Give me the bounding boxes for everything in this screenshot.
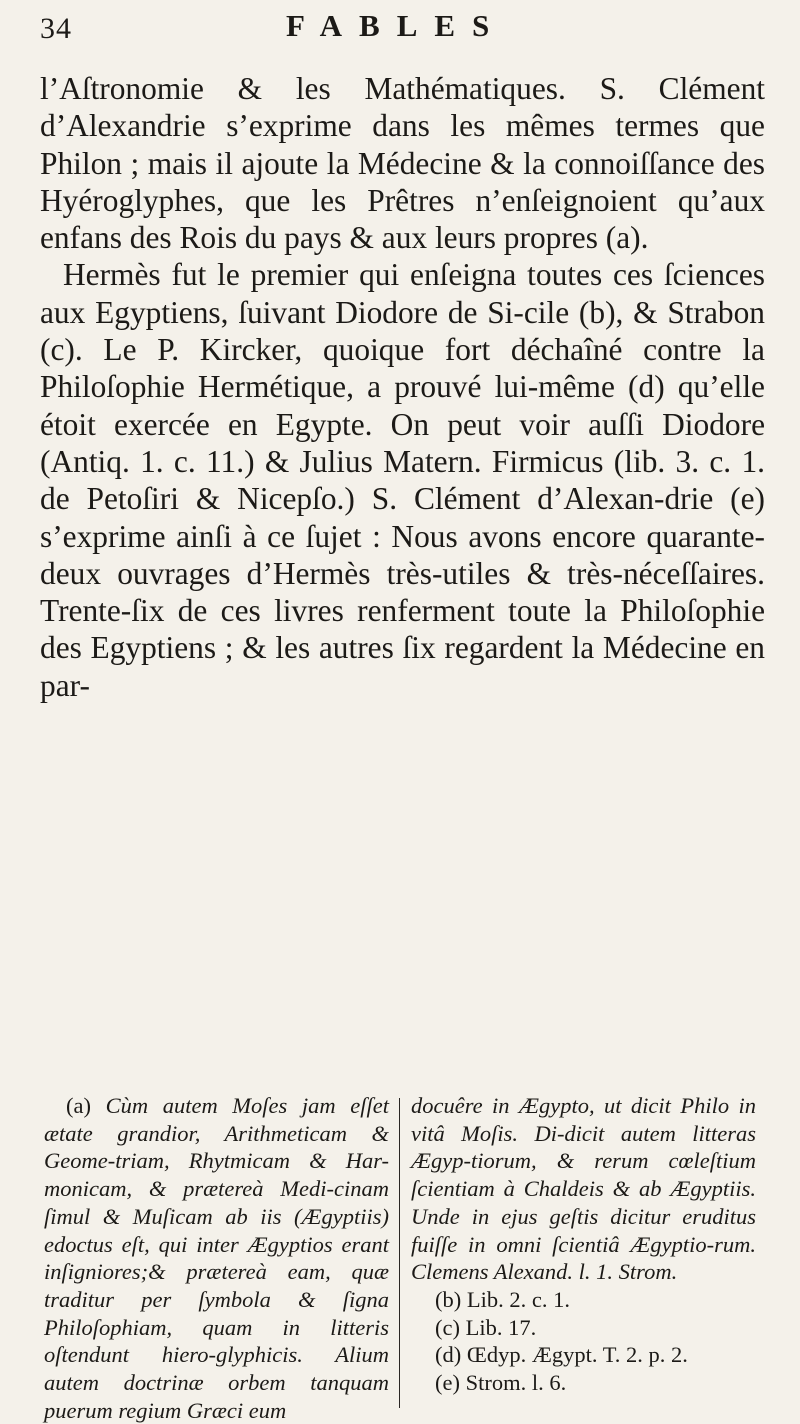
paragraph: Hermès fut le premier qui enſeigna toutes ces ſciences aux Egyptiens, ſuivant Diodore de Si-cile (b), & Strabon (c). Le P. Kircker, quoique fort déchaîné contre la Philoſophie Hermétique, a prouvé lui-même (d) qu’elle étoit exercée en Egypte. On peut voir auſſi Diodore (Antiq. 1. c. 11.) & Julius Matern. Firmicus (lib. 3. c. 1. de Petoſiri & Nicepſo.) S. Clément d’Alexan-drie (e) s’exprime ainſi à ce ſujet : Nous avons encore quarante-deux ouvrages d’Hermès très-utiles & très-néceſſaires. Trente-ſix de ces livres renferment toute la Philoſophie des Egyptiens ; & les autres ſix regardent la Médecine en par- [40,257,765,703]
running-head [40,8,760,52]
footnote-b: (b) Lib. 2. c. 1. [435,1286,570,1312]
footnotes [40,1092,765,1423]
footnote-a [44,1092,389,1424]
column-divider [399,1098,400,1408]
footnote-d: (d) Œdyp. Ægypt. T. 2. p. 2. [435,1342,688,1368]
footnote-column-right [411,1092,756,1397]
footnote-a-continued: docuêre in Ægypto, ut dicit Philo in vitâ Moſis. Di-dicit autem litteras Ægyp-tiorum, & rerum cœleſtium ſcientiam à Chaldeis & ab Ægyptiis. Unde in ejus geſtis dicitur eruditus fuiſſe in omni ſcientiâ Ægyptio-rum. Clemens Alexand. l. 1. Strom. [411,1093,756,1285]
main-text [40,70,765,704]
paragraph: l’Aſtronomie & les Mathématiques. S. Clément d’Alexandrie s’exprime dans les mêmes termes que Philon ; mais il ajoute la Médecine & la connoiſſance des Hyéroglyphes, que les Prêtres n’enſeignoient qu’aux enfans des Rois du pays & aux leurs propres (a). [40,71,765,256]
footnote-e: (e) Strom. l. 6. [435,1370,567,1396]
footnote-c: (c) Lib. 17. [435,1314,537,1340]
page-number: 34 [40,12,72,45]
running-title: FABLES [286,8,507,43]
footnote-marker: (a) [66,1093,91,1118]
footnote-text: Cùm autem Moſes jam eſſet ætate grandior, Arithmeticam & Geome-triam, Rhytmicam & Har-monicam, & prætereà Medi-cinam ſimul & Muſicam ab iis (Ægyptiis) edoctus eſt, qui inter Ægyptios erant inſigniores;& prætereà eam, quæ traditur per ſymbola & ſigna Philoſophiam, quam in litteris oſtendunt hiero-glyphicis. Alium autem doctrinæ orbem tanquam puerum regium Græci eum [44,1093,389,1423]
footnote-column-left [44,1092,389,1424]
